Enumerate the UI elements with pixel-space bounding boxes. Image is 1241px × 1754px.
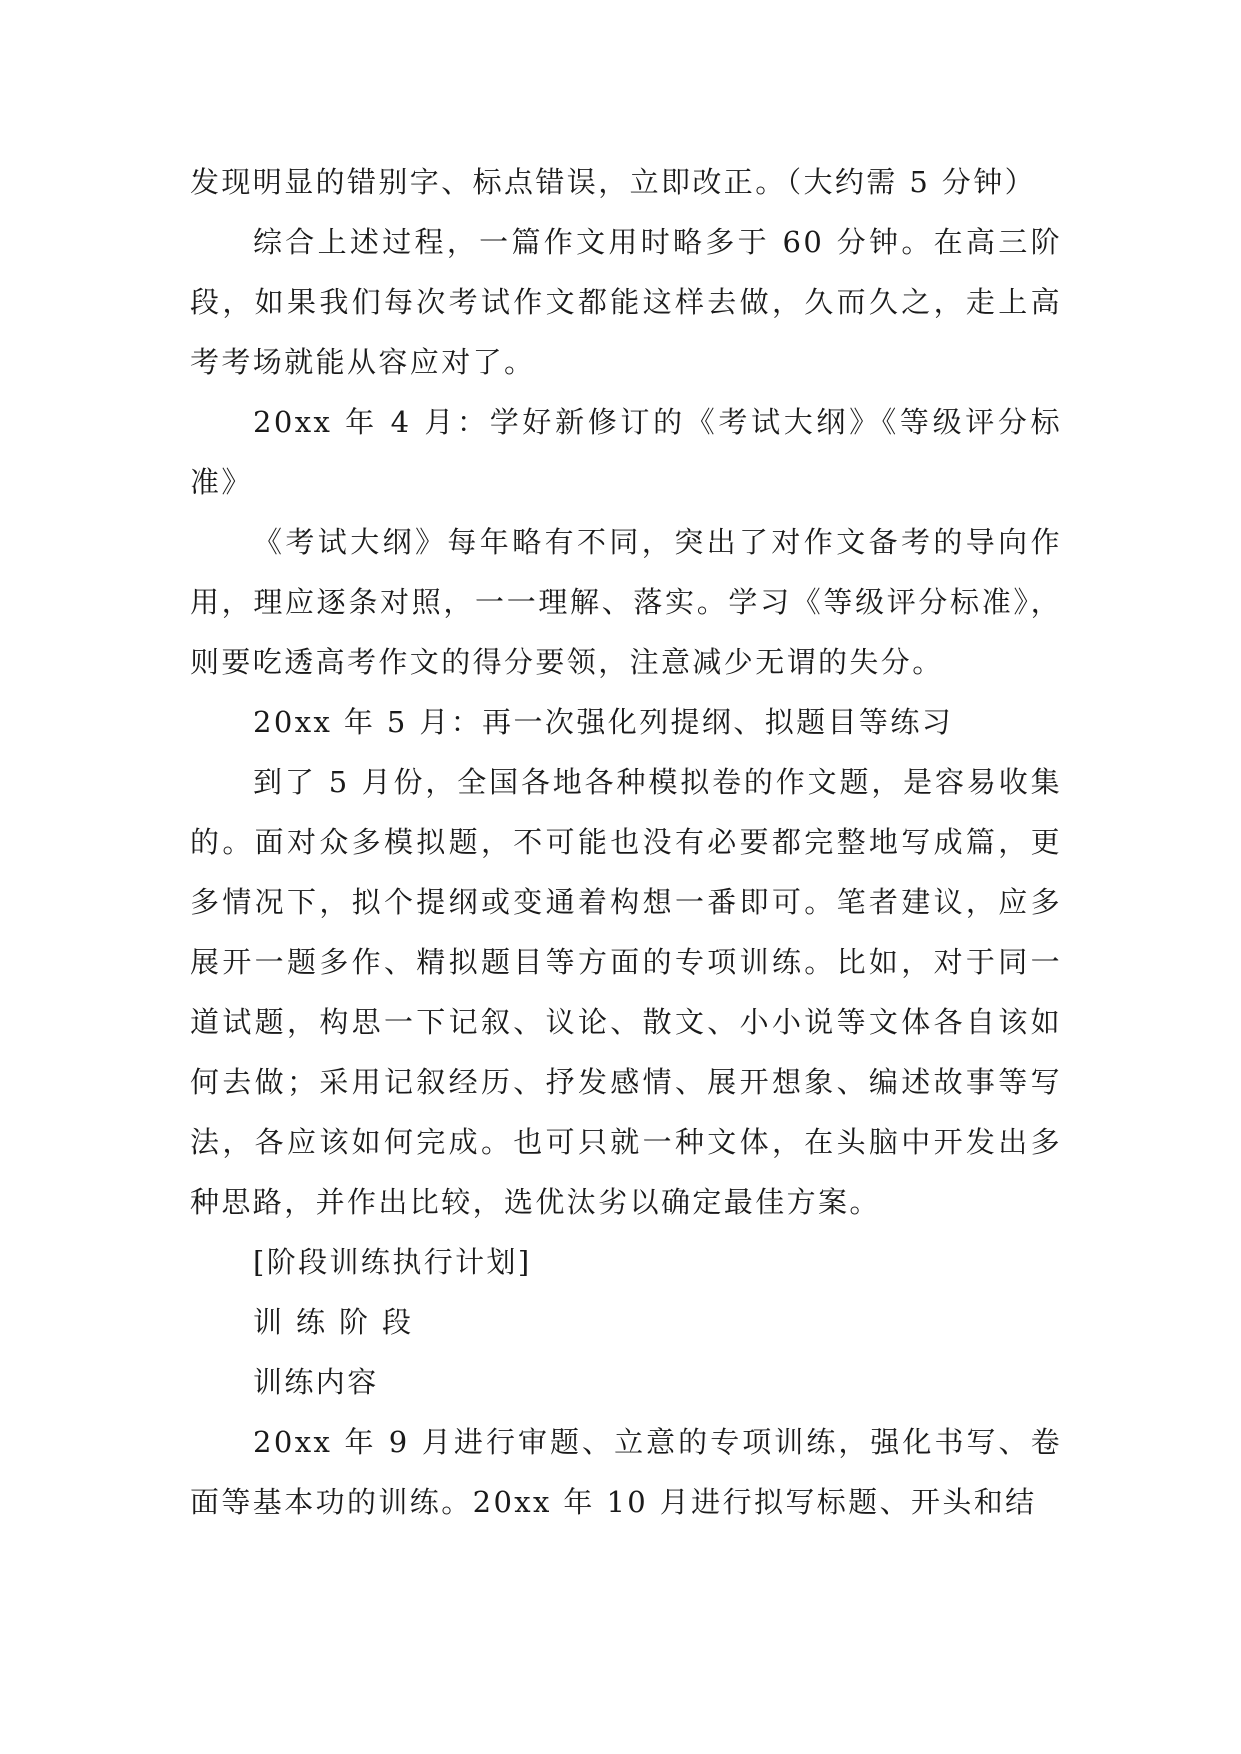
paragraph-3: 《考试大纲》每年略有不同，突出了对作文备考的导向作用，理应逐条对照，一一理解、落实。学习《等级评分标准》，则要吃透高考作文的得分要领，注意减少无谓的失分。 (190, 525, 1062, 679)
paragraph-2: 综合上述过程，一篇作文用时略多于 60 分钟。在高三阶段，如果我们每次考试作文都能这样去做，久而久之，走上高考考场就能从容应对了。 (190, 225, 1062, 379)
paragraph-5: 20xx 年 9 月进行审题、立意的专项训练，强化书写、卷面等基本功的训练。20xx 年 10 月进行拟写标题、开头和结 (190, 1425, 1062, 1519)
table-header-stage: 训 练 阶 段 (253, 1305, 414, 1339)
paragraph-1: 发现明显的错别字、标点错误，立即改正。（大约需 5 分钟） (190, 165, 1036, 199)
table-header-content: 训练内容 (253, 1365, 379, 1399)
section-heading-may: 20xx 年 5 月：再一次强化列提纲、拟题目等练习 (253, 705, 954, 739)
section-heading-april: 20xx 年 4 月：学好新修订的《考试大纲》《等级评分标准》 (190, 405, 1062, 499)
document-body (190, 152, 1062, 1532)
paragraph-4: 到了 5 月份，全国各地各种模拟卷的作文题，是容易收集的。面对众多模拟题，不可能也没有必要都完整地写成篇，更多情况下，拟个提纲或变通着构想一番即可。笔者建议，应多展开一题多作、精拟题目等方面的专项训练。比如，对于同一道试题，构思一下记叙、议论、散文、小小说等文体各自该如何去做；采用记叙经历、抒发感情、展开想象、编述故事等写法，各应该如何完成。也可只就一种文体，在头脑中开发出多种思路，并作出比较，选优汰劣以确定最佳方案。 (190, 765, 1062, 1219)
plan-heading: [阶段训练执行计划] (253, 1245, 532, 1279)
